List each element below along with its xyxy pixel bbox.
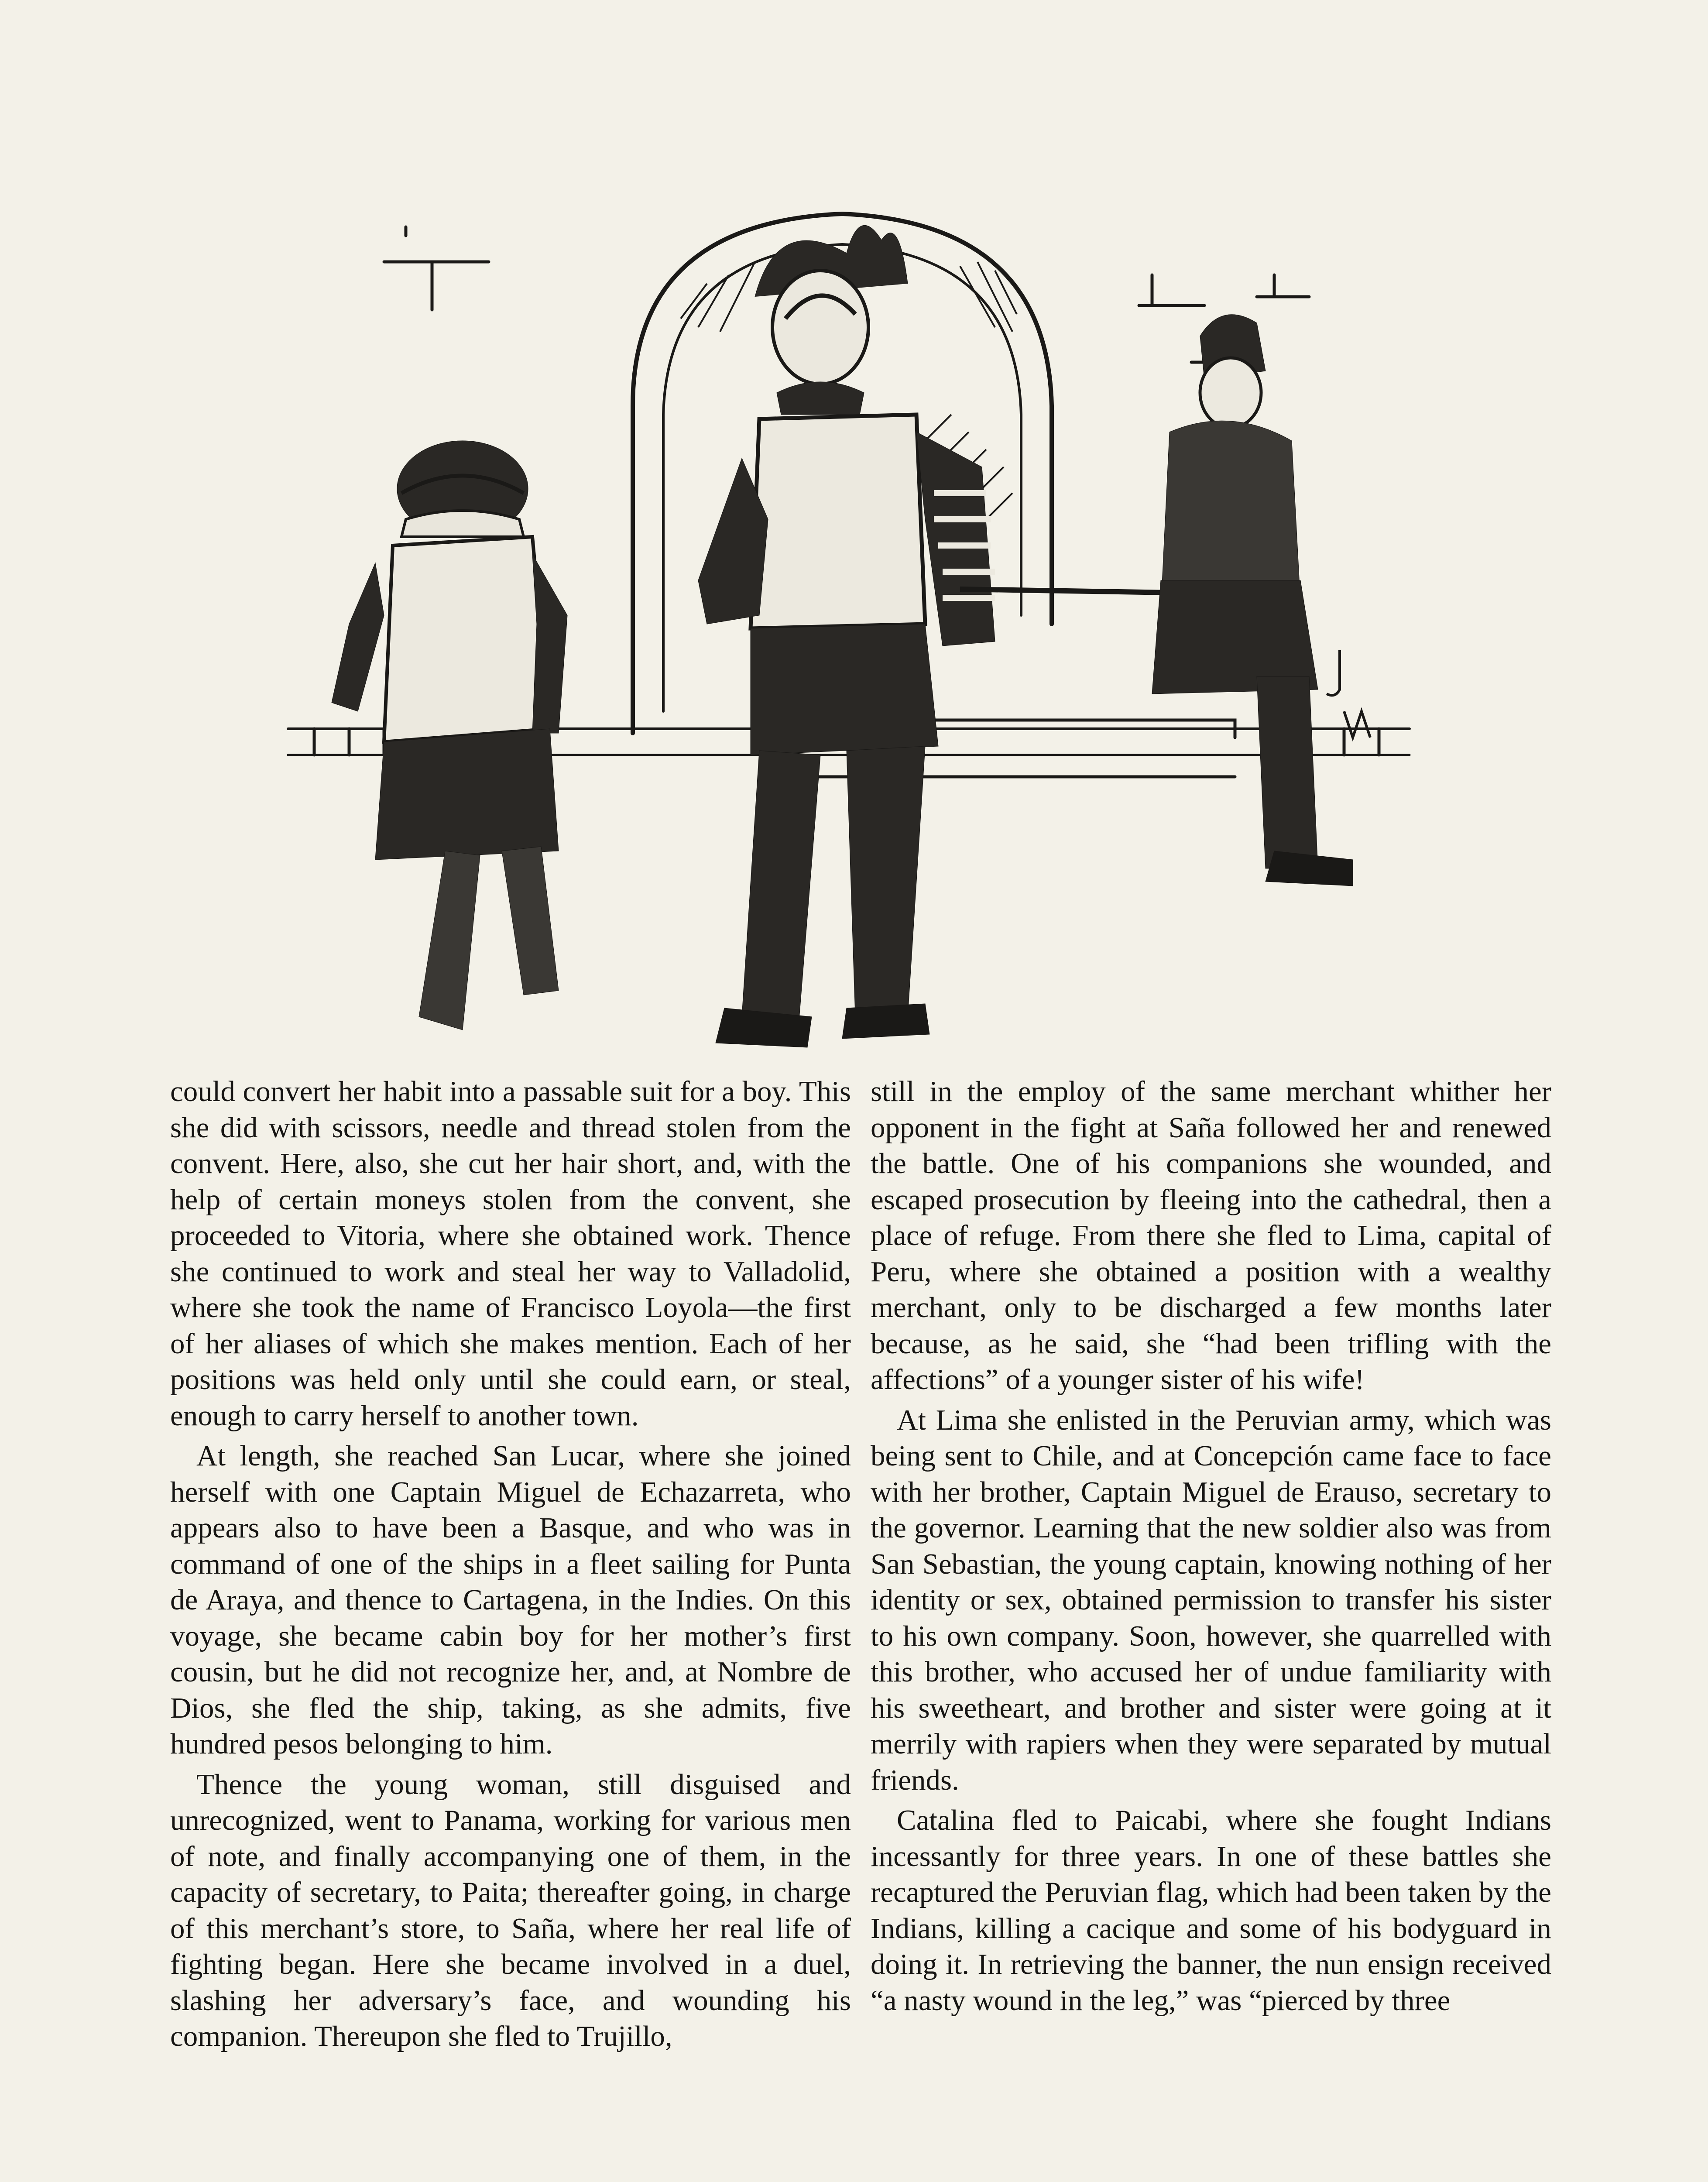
column-right	[871, 1074, 1551, 2023]
illustration	[218, 188, 1484, 1069]
column-left	[170, 1074, 851, 2059]
paragraph: could convert her habit into a passable suit for a boy. This she did with scissors, needle and thread stolen from the convent. Here, also, she cut her hair short, and, with the help of certain moneys stolen from the convent, she proceeded to Vitoria, where she obtained work. Thence she continued to work and steal her way to Valladolid, where she took the name of Francisco Loyola—the first of her aliases of which she makes mention. Each of her positions was held only until she could earn, or steal, enough to carry herself to another town.	[170, 1075, 851, 1432]
paragraph: At length, she reached San Lucar, where she joined herself with one Captain Miguel de Echazarreta, who appears also to have been a Basque, and who was in command of one of the ships in a fleet sailing for Punta de Araya, and thence to Cartagena, in the Indies. On this voyage, she became cabin boy for her mother’s first cousin, but he did not recognize her, and, at Nombre de Dios, she fled the ship, taking, as she admits, five hundred pesos belonging to him.	[170, 1440, 851, 1760]
illustration-drawing	[218, 188, 1484, 1069]
paragraph: Catalina fled to Paicabi, where she fought Indians incessantly for three years. In one of these battles she recaptured the Peruvian flag, which had been taken by the Indians, killing a cacique and some of his bodyguard in doing it. In retrieving the banner, the nun ensign received “a nasty wound in the leg,” was “pierced by three	[871, 1804, 1551, 2017]
paragraph: still in the employ of the same merchant whither her opponent in the fight at Saña followed her and renewed the battle. One of his companions she wounded, and escaped prosecution by fleeing into the cathedral, then a place of refuge. From there she fled to Lima, capital of Peru, where she obtained a position with a wealthy merchant, only to be discharged a few months later because, as he said, she “had been trifling with the affections” of a younger sister of his wife!	[871, 1075, 1551, 1396]
paragraph: At Lima she enlisted in the Peruvian army, which was being sent to Chile, and at Concepción came face to face with her brother, Captain Miguel de Erauso, secretary to the governor. Learning that the new soldier also was from San Sebastian, the young captain, knowing nothing of her identity or sex, obtained permission to transfer his sister to his own company. Soon, however, she quarrelled with this brother, who accused her of undue familiarity with his sweetheart, and brother and sister were going at it merrily with rapiers when they were separated by mutual friends.	[871, 1403, 1551, 1796]
paragraph: Thence the young woman, still disguised and unrecognized, went to Panama, working for various men of note, and finally accompanying one of them, in the capacity of secretary, to Paita; thereafter going, in charge of this merchant’s store, to Saña, where her real life of fighting began. Here she became involved in a duel, slashing her adversary’s face, and wounding his companion. Thereupon she fled to Trujillo,	[170, 1768, 851, 2052]
